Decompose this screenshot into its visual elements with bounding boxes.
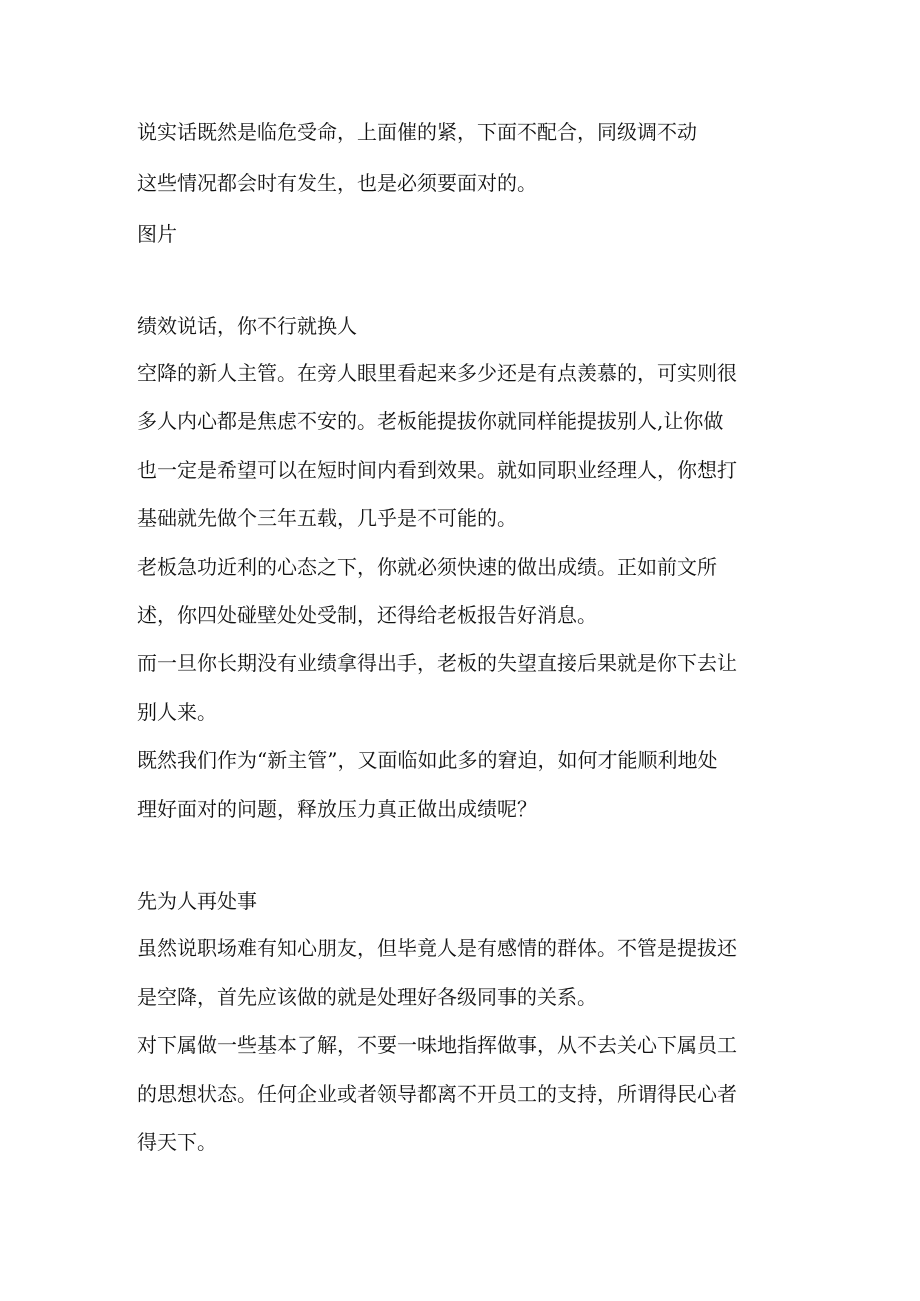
paragraph-line: 对下属做一些基本了解，不要一味地指挥做事，从不去关心下属员工	[137, 1033, 737, 1057]
paragraph-line: 得天下。	[137, 1130, 217, 1154]
paragraph-line: 理好面对的问题，释放压力真正做出成绩呢？	[137, 797, 537, 821]
paragraph-line: 的思想状态。任何企业或者领导都离不开员工的支持，所谓得民心者	[137, 1082, 737, 1106]
paragraph-line: 而一旦你长期没有业绩拿得出手，老板的失望直接后果就是你下去让	[137, 651, 737, 675]
paragraph-line: 说实话既然是临危受命，上面催的紧，下面不配合，同级调不动	[137, 120, 697, 144]
section-heading: 先为人再处事	[137, 889, 257, 913]
paragraph-line: 老板急功近利的心态之下，你就必须快速的做出成绩。正如前文所	[137, 555, 717, 579]
image-placeholder-label: 图片	[137, 222, 177, 246]
paragraph-line: 述，你四处碰壁处处受制，还得给老板报告好消息。	[137, 603, 597, 627]
paragraph-line: 空降的新人主管。在旁人眼里看起来多少还是有点羡慕的，可实则很	[137, 361, 737, 385]
paragraph-line: 虽然说职场难有知心朋友，但毕竟人是有感情的群体。不管是提拔还	[137, 936, 737, 960]
section-heading: 绩效说话，你不行就换人	[137, 314, 357, 338]
paragraph-line: 也一定是希望可以在短时间内看到效果。就如同职业经理人，你想打	[137, 458, 737, 482]
paragraph-line: 是空降，首先应该做的就是处理好各级同事的关系。	[137, 985, 597, 1009]
paragraph-line: 这些情况都会时有发生，也是必须要面对的。	[137, 171, 537, 195]
paragraph-line: 基础就先做个三年五载，几乎是不可能的。	[137, 506, 517, 530]
paragraph-line: 别人来。	[137, 700, 217, 724]
paragraph-line: 多人内心都是焦虑不安的。老板能提拔你就同样能提拔别人,让你做	[137, 409, 724, 433]
paragraph-line: 既然我们作为“新主管”，又面临如此多的窘迫，如何才能顺利地处	[137, 748, 718, 772]
